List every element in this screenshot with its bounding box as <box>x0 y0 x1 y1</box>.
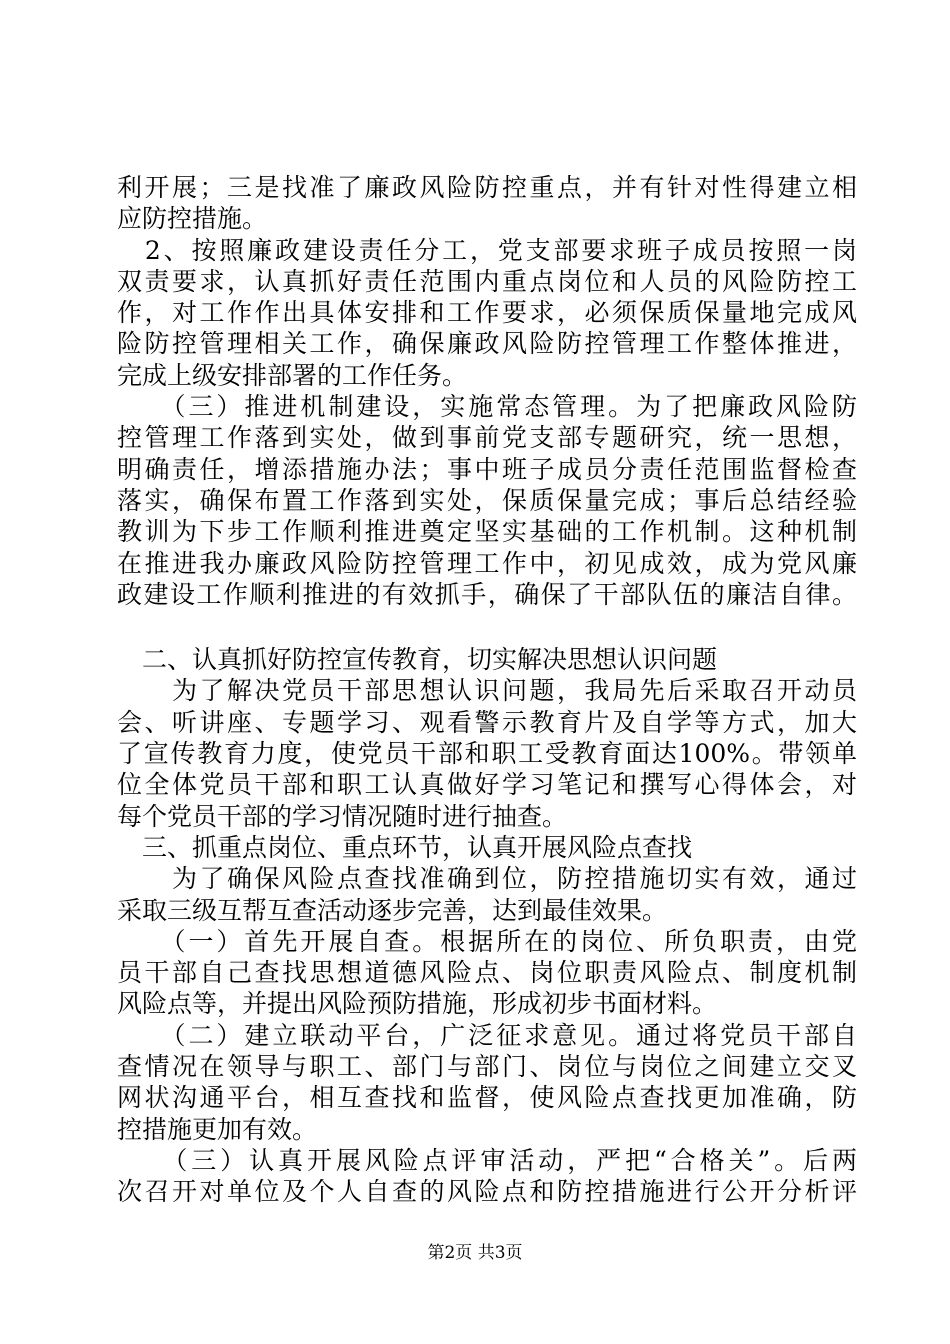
text-line: （三）认真开展风险点评审活动，严把“合格关”。后两 <box>117 1145 857 1175</box>
text-line: （三）推进机制建设，实施常态管理。为了把廉政风险防 <box>117 392 857 422</box>
text-line: 完成上级安排部署的工作任务。 <box>117 360 468 390</box>
text-line: 网状沟通平台，相互查找和监督，使风险点查找更加准确，防 <box>117 1083 857 1113</box>
text-line: 次召开对单位及个人自查的风险点和防控措施进行公开分析评 <box>117 1177 857 1207</box>
section-gap <box>117 610 857 644</box>
text-line: 采取三级互帮互查活动逐步完善，达到最佳效果。 <box>117 895 668 925</box>
text-line: 位全体党员干部和职工认真做好学习笔记和撰写心得体会，对 <box>117 770 857 800</box>
text-line: 会、听讲座、专题学习、观看警示教育片及自学等方式，加大 <box>117 707 857 737</box>
text-line: 为了确保风险点查找准确到位，防控措施切实有效，通过 <box>117 864 857 894</box>
text-line: 控管理工作落到实处，做到事前党支部专题研究，统一思想， <box>117 423 857 453</box>
text-line: 查情况在领导与职工、部门与部门、岗位与岗位之间建立交叉 <box>117 1052 857 1082</box>
text-line: （二）建立联动平台，广泛征求意见。通过将党员干部自 <box>117 1020 857 1050</box>
text-line: 利开展；三是找准了廉政风险防控重点，并有针对性得建立相 <box>117 173 857 202</box>
text-line: 了宣传教育力度，使党员干部和职工受教育面达100%。带领单 <box>117 739 857 769</box>
text-line: 为了解决党员干部思想认识问题，我局先后采取召开动员 <box>117 676 857 706</box>
text-line: 落实，确保布置工作落到实处，保质保量完成；事后总结经验 <box>117 485 857 515</box>
text-line: 风险点等，并提出风险预防措施，形成初步书面材料。 <box>117 989 718 1019</box>
text-line: 教训为下步工作顺利推进奠定坚实基础的工作机制。这种机制 <box>117 517 857 547</box>
text-line: （一）首先开展自查。根据所在的岗位、所负职责，由党 <box>117 926 857 956</box>
text-line: 应防控措施。 <box>117 204 268 234</box>
page-number-footer: 第2页 共3页 <box>427 1243 523 1263</box>
text-line: 明确责任，增添措施办法；事中班子成员分责任范围监督检查 <box>117 454 857 484</box>
text-line: 双责要求，认真抓好责任范围内重点岗位和人员的风险防控工 <box>117 266 857 296</box>
document-body <box>117 172 857 1208</box>
text-line: 控措施更加有效。 <box>117 1114 318 1144</box>
text-line: 每个党员干部的学习情况随时进行抽查。 <box>117 801 568 831</box>
text-line: 在推进我办廉政风险防控管理工作中，初见成效，成为党风廉 <box>117 548 857 578</box>
text-line: 作，对工作作出具体安排和工作要求，必须保质保量地完成风 <box>117 298 857 328</box>
text-line: 政建设工作顺利推进的有效抓手，确保了干部队伍的廉洁自律。 <box>117 579 857 609</box>
text-line: 员干部自己查找思想道德风险点、岗位职责风险点、制度机制 <box>117 958 857 988</box>
section-heading: 二、认真抓好防控宣传教育，切实解决思想认识问题 <box>117 645 718 675</box>
section-heading: 三、抓重点岗位、重点环节，认真开展风险点查找 <box>117 832 693 862</box>
text-line: 险防控管理相关工作，确保廉政风险防控管理工作整体推进， <box>117 329 857 359</box>
text-line: 2、按照廉政建设责任分工，党支部要求班子成员按照一岗 <box>117 235 857 265</box>
